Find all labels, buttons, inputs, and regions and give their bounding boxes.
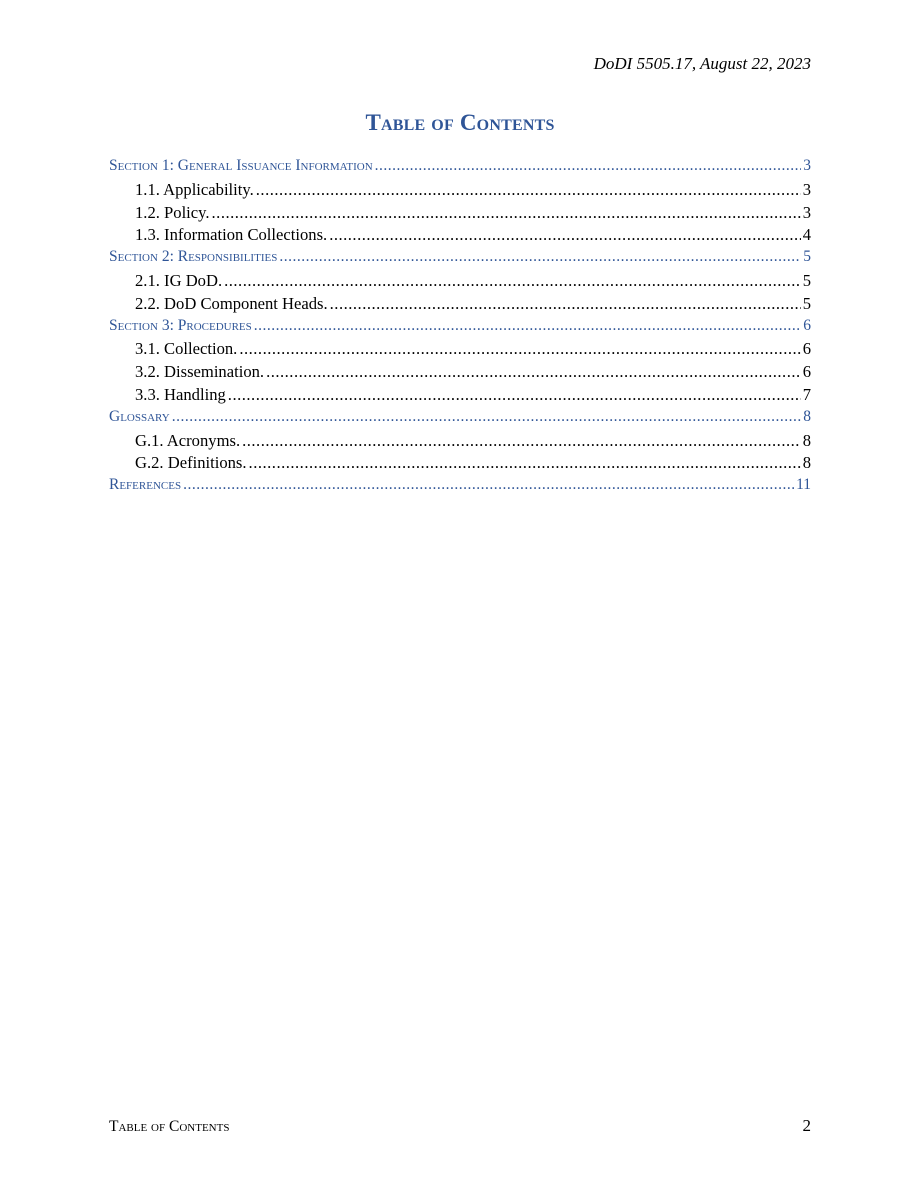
page-number: 2: [802, 1116, 811, 1135]
dot-leader: [172, 408, 802, 426]
toc-entry-page: 3: [802, 202, 811, 222]
toc-item-1-3[interactable]: [109, 225, 811, 248]
toc-entry-page: 5: [802, 270, 811, 290]
dot-leader: [249, 453, 801, 473]
toc-item-3-1[interactable]: [109, 339, 811, 362]
toc-entry-page: 7: [802, 384, 811, 404]
dot-leader: [212, 203, 801, 223]
toc-section-1[interactable]: [109, 157, 811, 180]
toc-entry-label: Section 3: Procedures: [109, 316, 252, 334]
toc-references[interactable]: [109, 476, 811, 499]
dot-leader: [254, 317, 801, 335]
toc-entry-page: 4: [802, 225, 811, 245]
toc-entry-page: 5: [803, 248, 811, 266]
dot-leader: [228, 385, 801, 405]
toc-entry-page: 5: [802, 293, 811, 313]
table-of-contents: [109, 157, 811, 499]
dot-leader: [279, 248, 801, 266]
toc-section-3[interactable]: [109, 317, 811, 340]
toc-item-g-2[interactable]: [109, 453, 811, 476]
toc-entry-label: 1.3. Information Collections.: [135, 225, 328, 245]
dot-leader: [242, 431, 801, 451]
toc-item-g-1[interactable]: [109, 431, 811, 454]
dot-leader: [266, 362, 801, 382]
dot-leader: [239, 339, 800, 359]
toc-entry-label: G.2. Definitions.: [135, 453, 247, 473]
dot-leader: [375, 157, 802, 175]
toc-title: Table of Contents: [365, 110, 555, 135]
toc-entry-label: 3.2. Dissemination.: [135, 362, 265, 382]
toc-entry-label: 3.1. Collection.: [135, 339, 238, 359]
toc-entry-label: 1.1. Applicability.: [135, 179, 254, 199]
toc-item-3-3[interactable]: [109, 385, 811, 408]
toc-item-3-2[interactable]: [109, 362, 811, 385]
toc-glossary[interactable]: [109, 408, 811, 431]
toc-entry-page: 8: [802, 430, 811, 450]
toc-entry-page: 6: [803, 316, 811, 334]
toc-entry-page: 6: [802, 339, 811, 359]
toc-entry-label: 2.1. IG DoD.: [135, 270, 223, 290]
toc-entry-label: 3.3. Handling: [135, 384, 226, 404]
toc-entry-page: 8: [803, 407, 811, 425]
toc-entry-label: 2.2. DoD Component Heads.: [135, 293, 328, 313]
toc-entry-label: 1.2. Policy.: [135, 202, 210, 222]
dot-leader: [256, 180, 801, 200]
toc-item-1-2[interactable]: [109, 203, 811, 226]
toc-section-2[interactable]: [109, 248, 811, 271]
dot-leader: [224, 271, 801, 291]
footer-label: Table of Contents: [109, 1118, 230, 1135]
page-header: DoDI 5505.17, August 22, 2023: [593, 54, 811, 73]
toc-entry-label: Section 1: General Issuance Information: [109, 157, 373, 174]
page-footer: [109, 1116, 811, 1136]
toc-entry-page: 8: [802, 453, 811, 473]
dot-leader: [183, 476, 794, 494]
toc-entry-label: G.1. Acronyms.: [135, 430, 241, 450]
toc-item-1-1[interactable]: [109, 180, 811, 203]
toc-item-2-1[interactable]: [109, 271, 811, 294]
toc-entry-page: 3: [802, 179, 811, 199]
toc-entry-label: Section 2: Responsibilities: [109, 248, 278, 266]
toc-entry-page: 6: [802, 362, 811, 382]
toc-entry-page: 11: [796, 476, 811, 494]
dot-leader: [329, 225, 801, 245]
toc-entry-label: Glossary: [109, 407, 170, 425]
dot-leader: [330, 294, 801, 314]
toc-entry-page: 3: [803, 157, 811, 174]
toc-entry-label: References: [109, 476, 182, 494]
toc-item-2-2[interactable]: [109, 294, 811, 317]
